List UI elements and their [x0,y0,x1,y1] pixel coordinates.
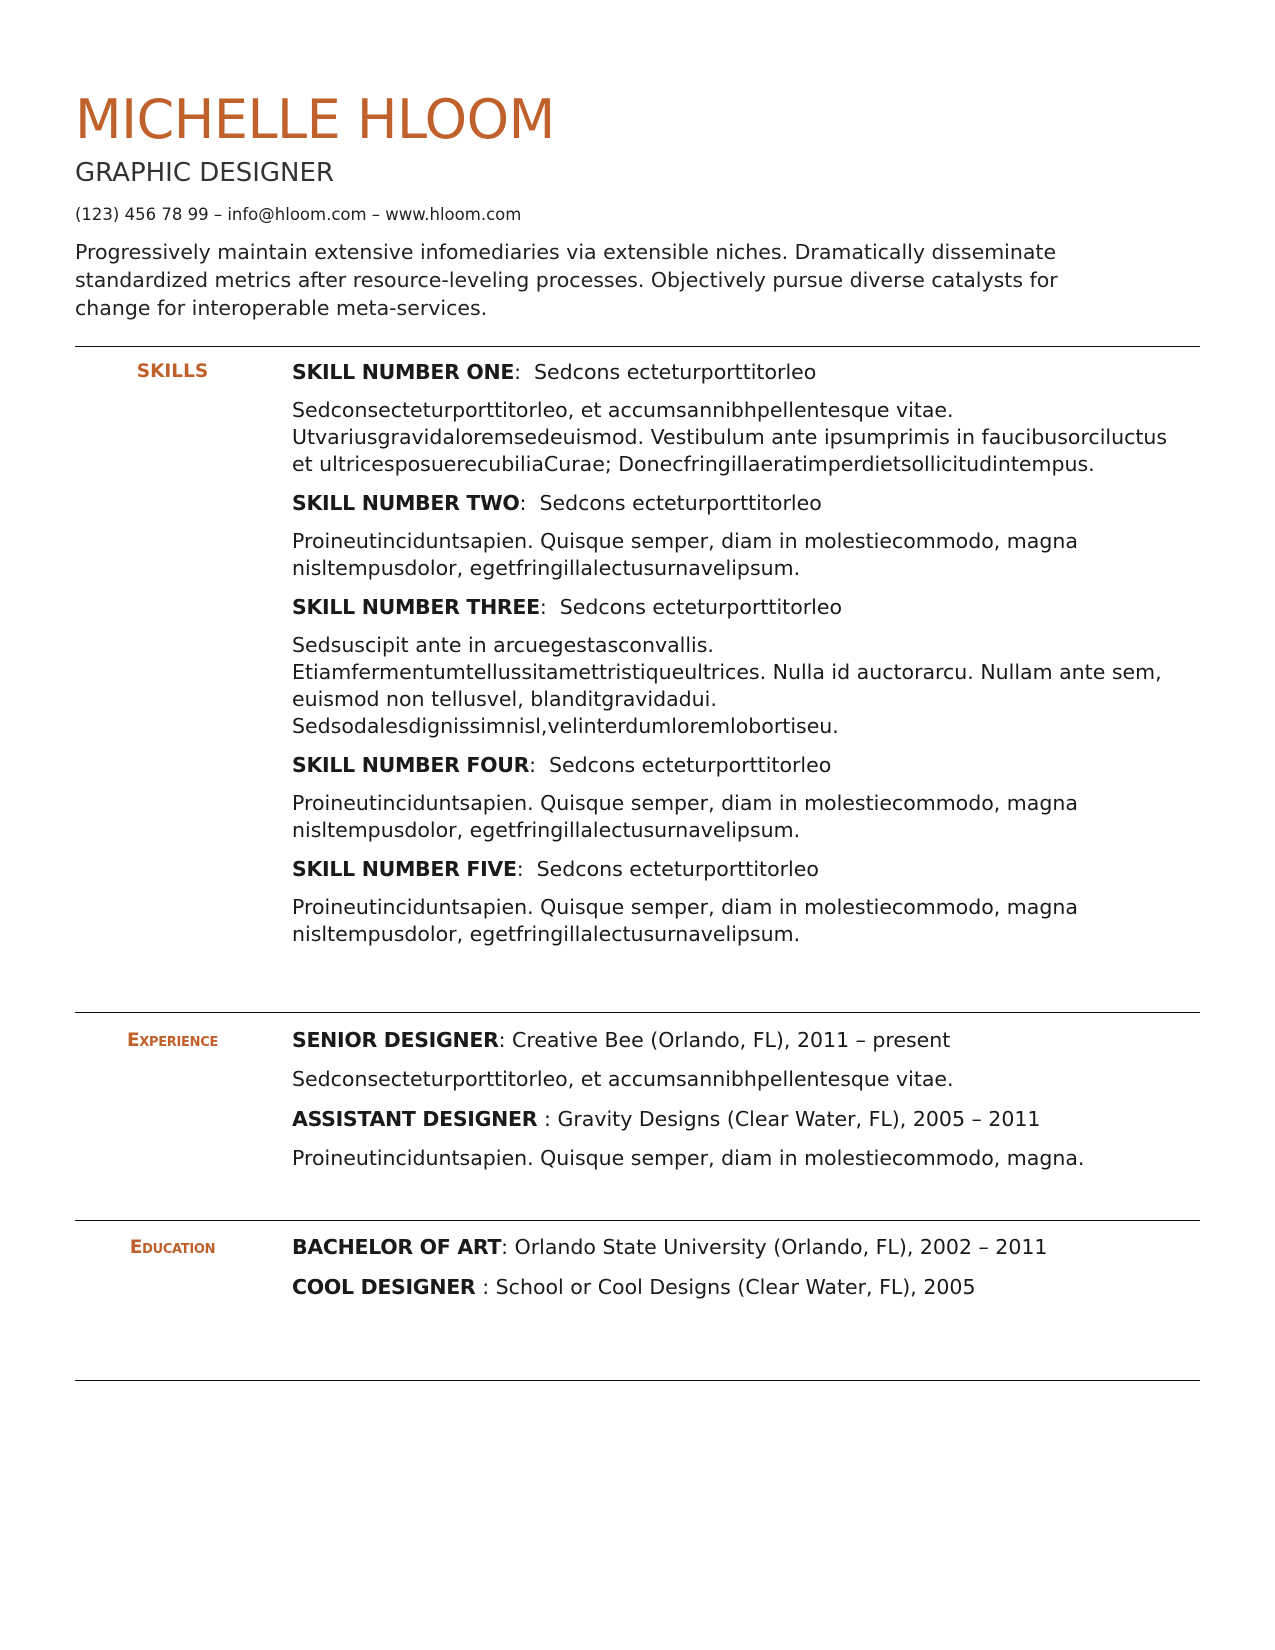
skill-separator: : [516,857,524,881]
degree-school: School or Cool Designs (Clear Water, FL), 2005 [489,1275,976,1299]
skill-title: SKILL NUMBER THREE [292,595,540,619]
skill-description: Proineutinciduntsapien. Quisque semper, diam in molestiecommodo, magna nisltempusdolor, egetfringillalectusurnavelipsum. [292,791,1078,842]
skill-description: Proineutinciduntsapien. Quisque semper, diam in molestiecommodo, magna nisltempusdolor, egetfringillalectusurnavelipsum. [292,895,1078,946]
degree-school: Orlando State University (Orlando, FL), 2002 – 2011 [508,1235,1048,1259]
job-title: GRAPHIC DESIGNER [75,158,334,188]
skill-title: SKILL NUMBER TWO [292,491,520,515]
job-company: Creative Bee (Orlando, FL), 2011 – present [505,1028,951,1052]
section-label-experience: Experience [126,1030,219,1051]
skill-heading [292,358,1172,386]
skill-heading [292,751,1172,779]
job-separator: : [544,1107,551,1131]
contact-line: (123) 456 78 99 – info@hloom.com – www.hloom.com [75,205,522,224]
job-heading [292,1105,1172,1133]
skill-description: Sedsuscipit ante in arcuegestasconvallis. Etiamfermentumtellussitamettristiqueultrices. Nulla id auctorarcu. Nullam ante sem, euismod non tellusvel, blanditgravidadui. Sedsodalesdignissimnisl,velinterdumloremlobortiseu. [292,633,1162,738]
divider-rule [75,346,1200,347]
skill-title: SKILL NUMBER ONE [292,360,515,384]
skill-subtitle: Sedcons ecteturporttitorleo [535,753,832,777]
job-description: Proineutinciduntsapien. Quisque semper, diam in molestiecommodo, magna. [292,1146,1085,1170]
skill-subtitle: Sedcons ecteturporttitorleo [546,595,843,619]
section-label-skills: SKILLS [136,361,209,382]
skill-heading [292,489,1172,517]
skill-description: Sedconsecteturporttitorleo, et accumsannibhpellentesque vitae. Utvariusgravidaloremsedeuismod. Vestibulum ante ipsumprimis in faucibusorciluctus et ultricesposuerecubiliaCurae; Donecfringillaeratimperdietsollicitudintempus. [292,398,1168,476]
candidate-name: MICHELLE HLOOM [75,88,555,151]
skill-subtitle: Sedcons ecteturporttitorleo [526,491,822,515]
skill-description: Proineutinciduntsapien. Quisque semper, diam in molestiecommodo, magna nisltempusdolor, egetfringillalectusurnavelipsum. [292,529,1078,580]
skill-heading [292,855,1172,883]
job-separator: : [498,1028,506,1052]
skills-list [292,358,1172,948]
divider-rule [75,1012,1200,1013]
skill-title: SKILL NUMBER FOUR [292,753,530,777]
skill-heading [292,593,1172,621]
degree-separator: : [501,1235,509,1259]
degree-separator: : [482,1275,490,1299]
experience-list [292,1026,1172,1172]
job-position: SENIOR DESIGNER [292,1028,499,1052]
skill-separator: : [519,491,527,515]
section-label-education: Education [129,1237,216,1258]
skill-title: SKILL NUMBER FIVE [292,857,517,881]
education-list [292,1233,1172,1301]
degree-title: BACHELOR OF ART [292,1235,502,1259]
job-company: Gravity Designs (Clear Water, FL), 2005 – 2011 [550,1107,1041,1131]
degree-heading [292,1233,1172,1261]
degree-title: COOL DESIGNER [292,1275,483,1299]
divider-rule [75,1220,1200,1221]
skill-separator: : [514,360,522,384]
job-description: Sedconsecteturporttitorleo, et accumsannibhpellentesque vitae. [292,1067,954,1091]
divider-rule [75,1380,1200,1381]
summary: Progressively maintain extensive infomediaries via extensible niches. Dramatically disseminate standardized metrics after resource-leveling processes. Objectively pursue diverse catalysts for change for interoperable meta-services. [75,240,1058,320]
degree-heading [292,1273,1172,1301]
skill-separator: : [529,753,536,777]
skill-subtitle: Sedcons ecteturporttitorleo [521,360,817,384]
skill-separator: : [539,595,547,619]
job-heading [292,1026,1172,1054]
skill-subtitle: Sedcons ecteturporttitorleo [523,857,819,881]
job-position: ASSISTANT DESIGNER [292,1107,545,1131]
